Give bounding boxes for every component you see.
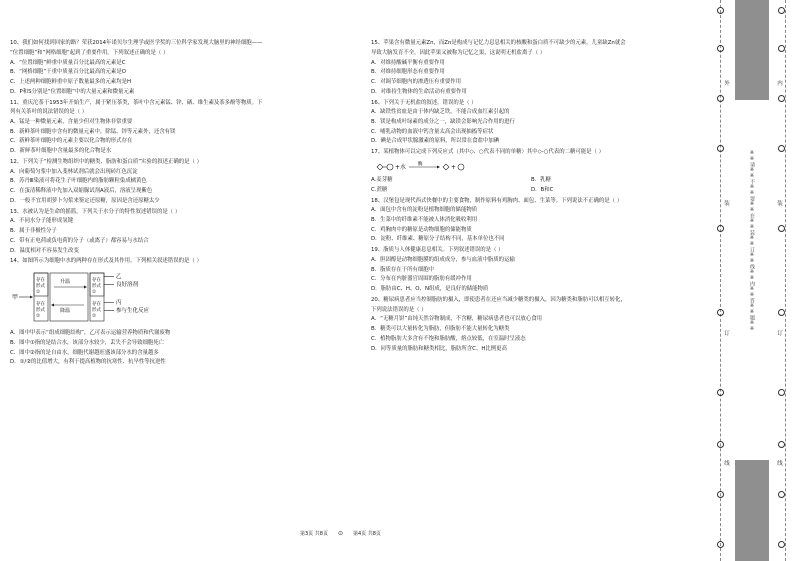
question-text-line: A．对维持酸碱平衡有重要作用 [371, 59, 445, 66]
inner-mark-xian: 线 [776, 460, 782, 466]
binding-hole-icon [717, 45, 724, 52]
binding-white-strip [735, 100, 769, 460]
binding-hole-icon [778, 541, 785, 548]
question-stem-line: 13、水被认为是生命的摇篮，下列关于水分子的特性叙述错误的是（ ） [10, 208, 181, 215]
svg-text:②: ② [92, 313, 97, 319]
question-text-line: A．向葡萄匀浆中加入斐林试剂后就会出现砖红色沉淀 [10, 168, 138, 175]
question-text-line: 下列说法错误的是（ ） [371, 306, 427, 313]
question-text-line: D．对维持生物体的生命活动有重要作用 [371, 88, 467, 95]
outer-mark-xian: 线 [723, 460, 729, 466]
binding-hole-icon [717, 225, 724, 232]
inner-mark-ding: 订 [776, 330, 782, 336]
question-text-line: C．新鲜茶叶细胞中的元素主要以化合物的形式存在 [10, 138, 133, 145]
question-text-line: C．鸡胸肉中的糖原是动物细胞的储能物质 [371, 226, 472, 233]
diagram-item-1: 良好溶剂 [116, 282, 139, 289]
question-text-line: C．分布在内脏器官周围的脂肪有缓冲作用 [371, 276, 472, 283]
question-stem-line: 16、下列关于无机盐的叙述，错误的是（ ） [371, 99, 477, 106]
option-pair-row [371, 176, 707, 186]
water-forms-diagram [10, 269, 362, 327]
outer-mark-ding: 订 [723, 330, 729, 336]
binding-hole-icon [778, 389, 785, 396]
question-text-line: B．对维持细胞形态有重要作用 [371, 69, 445, 76]
question-stem-line: 11、重庆沱茶于1953年开始生产，属于紧压茶类，茶叶中含元素锰、锌、硒、维生素及茶多酚等物质。下 [10, 99, 263, 106]
svg-text:存在: 存在 [36, 277, 45, 283]
option-text: D．B和C [531, 186, 554, 193]
svg-text:①: ① [36, 289, 41, 295]
svg-text:存在: 存在 [92, 301, 101, 307]
question-text-line: A．“无糖月饼”由纯天然谷物制成，不含糖，糖尿病患者也可以放心食用 [371, 316, 542, 323]
binding-hole-icon [778, 491, 785, 498]
diagram-jia-label: 甲 [12, 295, 19, 302]
binding-hole-icon [778, 45, 785, 52]
footer-left-page-number: 第3页 共8页 [300, 531, 328, 537]
question-text-line: 导致大脑发育不全，因此苹果又被称为记忆之果，这说明无机盐离子（ ） [371, 49, 546, 56]
binding-hole-icon [778, 441, 785, 448]
question-text-line: B．属于非极性分子 [10, 228, 57, 235]
question-text-line: B．脂质存在于所有细胞中 [371, 266, 434, 273]
question-stem-line: 18、汉堡包是现代西式快餐中的主要食物，制作原料有鸡胸肉、面包、生菜等。下列说法不正确的是（ ） [371, 197, 623, 204]
question-text-line: D．脂肪由C、H、O、N组成，是良好的储能物质 [371, 286, 489, 293]
question-text-line: D．同等质量的脂肪和糖类相比，脂肪所含C、H比例更高 [371, 345, 507, 352]
question-stem-line: 20、糖尿病患者应当控制脂肪的摄入，即使患者在还应当减少糖类的摄入，因为糖类和脂肪可以相互转化， [371, 297, 626, 303]
svg-text:存在: 存在 [36, 301, 45, 307]
diagram-item-0: 乙 [116, 274, 122, 281]
question-text-line: A．缺铁性贫血是由于体内缺乏铁，不能合成血红素引起的 [371, 109, 510, 116]
svg-text:①: ① [92, 289, 97, 295]
diagram-item-3: 参与生化反应 [116, 308, 150, 315]
outer-mark-zhuang: 装 [723, 200, 729, 206]
binding-hole-icon [717, 389, 724, 396]
question-text-line: A．不同水分子能形成氢键 [10, 218, 73, 225]
footer-dot-icon: ⊙ [337, 530, 343, 537]
question-text-line: A．“位置细胞”鲜重中质量百分比最高的元素是C [10, 59, 126, 66]
binding-hole-icon [717, 491, 724, 498]
inner-mark-zhuang: 装 [776, 200, 782, 206]
question-text-line: D．温度相对不容易发生改变 [10, 247, 79, 254]
question-text-line: C．在蛋清稀释液中先加入双缩脲试剂A液后，溶液呈现紫色 [10, 188, 153, 195]
question-text-line: D．①/②的比值增大，有利于提高植物的抗寒性、抗旱性等抗逆性 [10, 359, 166, 366]
question-text-line: B．苏丹Ⅲ染液可将花生子叶细胞内的脂肪颗粒染成橘黄色 [10, 178, 147, 185]
question-text-line: A．面包中含有的淀粉是植物细胞的储能物质 [371, 207, 478, 214]
binding-hole-icon [778, 7, 785, 14]
question-text-line: D．新鲜茶叶细胞中含量最多的化合物是水 [10, 148, 112, 155]
right-column [371, 38, 707, 354]
question-text-line: C．图中②指的是自由水，细胞代谢越旺盛该部分水的含量越多 [10, 349, 159, 356]
option-text: A.麦芽糖 [371, 177, 393, 183]
svg-text:形式: 形式 [36, 307, 45, 313]
diagram-arrow-down-label: 降温 [60, 309, 71, 315]
svg-text:②: ② [36, 313, 41, 319]
question-text-line: D．碘是合成甲状腺激素的原料，所以常在食盐中加碘 [371, 138, 500, 145]
question-stem-line: 15、苹果含有微量元素Zn，而Zn是构成与记忆力息息相关的核酸和蛋白质不可缺少的元素，儿童缺Zn就会 [371, 40, 626, 47]
binding-hole-icon [717, 541, 724, 548]
question-stem-line: 19、脂质与人体健康息息相关。下列叙述错误的是（ ） [371, 247, 504, 254]
question-text-line: D．淀粉、纤维素、糖原分子结构不同，基本单位也不同 [371, 236, 505, 243]
footer-right-page-number: 第4页 共8页 [352, 531, 381, 537]
question-text-line: B．生菜中的纤维素不能被人体消化吸收利用 [371, 217, 478, 223]
question-text-line: A．图中甲表示“组成细胞结构”，乙可表示运输营养物质和代谢废物 [10, 330, 171, 337]
question-text-line: 列有关茶叶的说法错误的是（ ） [10, 109, 88, 116]
svg-text:水: 水 [400, 165, 407, 171]
no-answer-warning: ※※请※※不※※要※※在※※装※※订※※线※※内※※答※※题※※ [749, 150, 755, 332]
binding-hole-icon [717, 7, 724, 14]
question-text-line: C．上述两种细胞鲜重中原子数量最多的元素均是H [10, 79, 132, 85]
outer-mark-wai: 外 [723, 80, 729, 86]
question-text-line: C．植物脂肪大多含有不饱和脂肪酸，熔点较低，在室温时呈液态 [371, 335, 526, 342]
question-stem-line: 17、某植物体可以完成下列反应式（其中◇、○代表不同的单糖）其中◇-○代表的二糖可能是（ ） [371, 149, 605, 156]
left-column [10, 38, 362, 368]
reaction-svg [373, 160, 493, 174]
binding-hole-icon [778, 225, 785, 232]
question-text-line: C．哺乳动物的血液中钙含量太高会出现抽搐等症状 [371, 128, 494, 135]
question-stem-line: 12、下列关于“检测生物组织中的糖类、脂肪和蛋白质”实验的叙述正确的是（ ） [10, 159, 203, 165]
binding-hole-icon [778, 309, 785, 316]
question-text-line: B．新鲜茶叶细胞中含有的微量元素中，除锰、锌等元素外，还含有镁 [10, 128, 176, 135]
question-text-line: C．对调节细胞内的渗透压有重要作用 [371, 79, 462, 85]
question-text-line: D．一般不宜用胡萝卜匀浆来鉴定还原糖，原因是含还原糖太少 [10, 197, 160, 204]
reaction-formula [373, 160, 707, 174]
binding-gray-band [735, 0, 769, 561]
svg-text:存在: 存在 [92, 277, 101, 283]
question-text-line: A．锰是一种微量元素，含量少但对生物体非常重要 [10, 119, 133, 125]
question-stem-line: 14、如图所示为细胞中水的两种存在形式及其作用。下列相关叙述错误的是（ ） [10, 258, 202, 265]
question-text-line: B．“网格细胞”干重中质量百分比最高的元素是O [10, 69, 126, 76]
question-text-line: C．带有正电荷或负电荷的分子（或离子）都容易与水结合 [10, 237, 149, 244]
question-text-line: B．糖类可以大量转化为脂肪，但脂肪不能大量转化为糖类 [371, 326, 510, 333]
page-footer [300, 530, 450, 537]
binding-hole-icon [717, 145, 724, 152]
svg-text:形式: 形式 [92, 307, 101, 313]
question-text-line: B．图中①指的是结合水，该部分水较少，丢失不会导致细胞死亡 [10, 339, 165, 346]
binding-hole-icon [778, 95, 785, 102]
svg-text:+: + [451, 164, 457, 171]
binding-hole-icon [717, 95, 724, 102]
option-pair-row [371, 186, 707, 196]
diagram-arrow-up-label: 升温 [60, 280, 71, 286]
inner-mark-nei: 内 [776, 80, 782, 86]
option-text: C.蔗糖 [371, 186, 388, 193]
binding-hole-icon [717, 309, 724, 316]
question-stem-line: 10、我们如何找到回家的路？荣获2014年诺贝尔生理学或医学奖的三位科学家发现大脑里的神经细胞—— [10, 40, 263, 47]
question-text-line: A．胆固醇是动物细胞膜的组成成分，参与血液中脂质的运输 [371, 257, 515, 263]
binding-line-inner [785, 0, 786, 561]
option-text: B．乳糖 [531, 177, 551, 183]
svg-text:形式: 形式 [36, 283, 45, 289]
binding-line-outer [720, 0, 721, 561]
question-text-line: B．镁是构成叶绿素的成分之一，缺镁会影响光合作用的进行 [371, 119, 515, 125]
question-text-line: D．P和S分别是“位置细胞”中的大量元素和微量元素 [10, 88, 135, 95]
water-forms-svg [10, 269, 210, 327]
diagram-item-2: 丙 [116, 300, 122, 307]
svg-text:形式: 形式 [92, 283, 101, 289]
binding-hole-icon [717, 441, 724, 448]
svg-text:+: + [395, 164, 401, 171]
question-text-line: “位置细胞”和“网格细胞”起到了重要作用。下列叙述正确的是（ ） [10, 49, 169, 56]
svg-text:酶: 酶 [418, 161, 423, 166]
binding-hole-icon [778, 145, 785, 152]
